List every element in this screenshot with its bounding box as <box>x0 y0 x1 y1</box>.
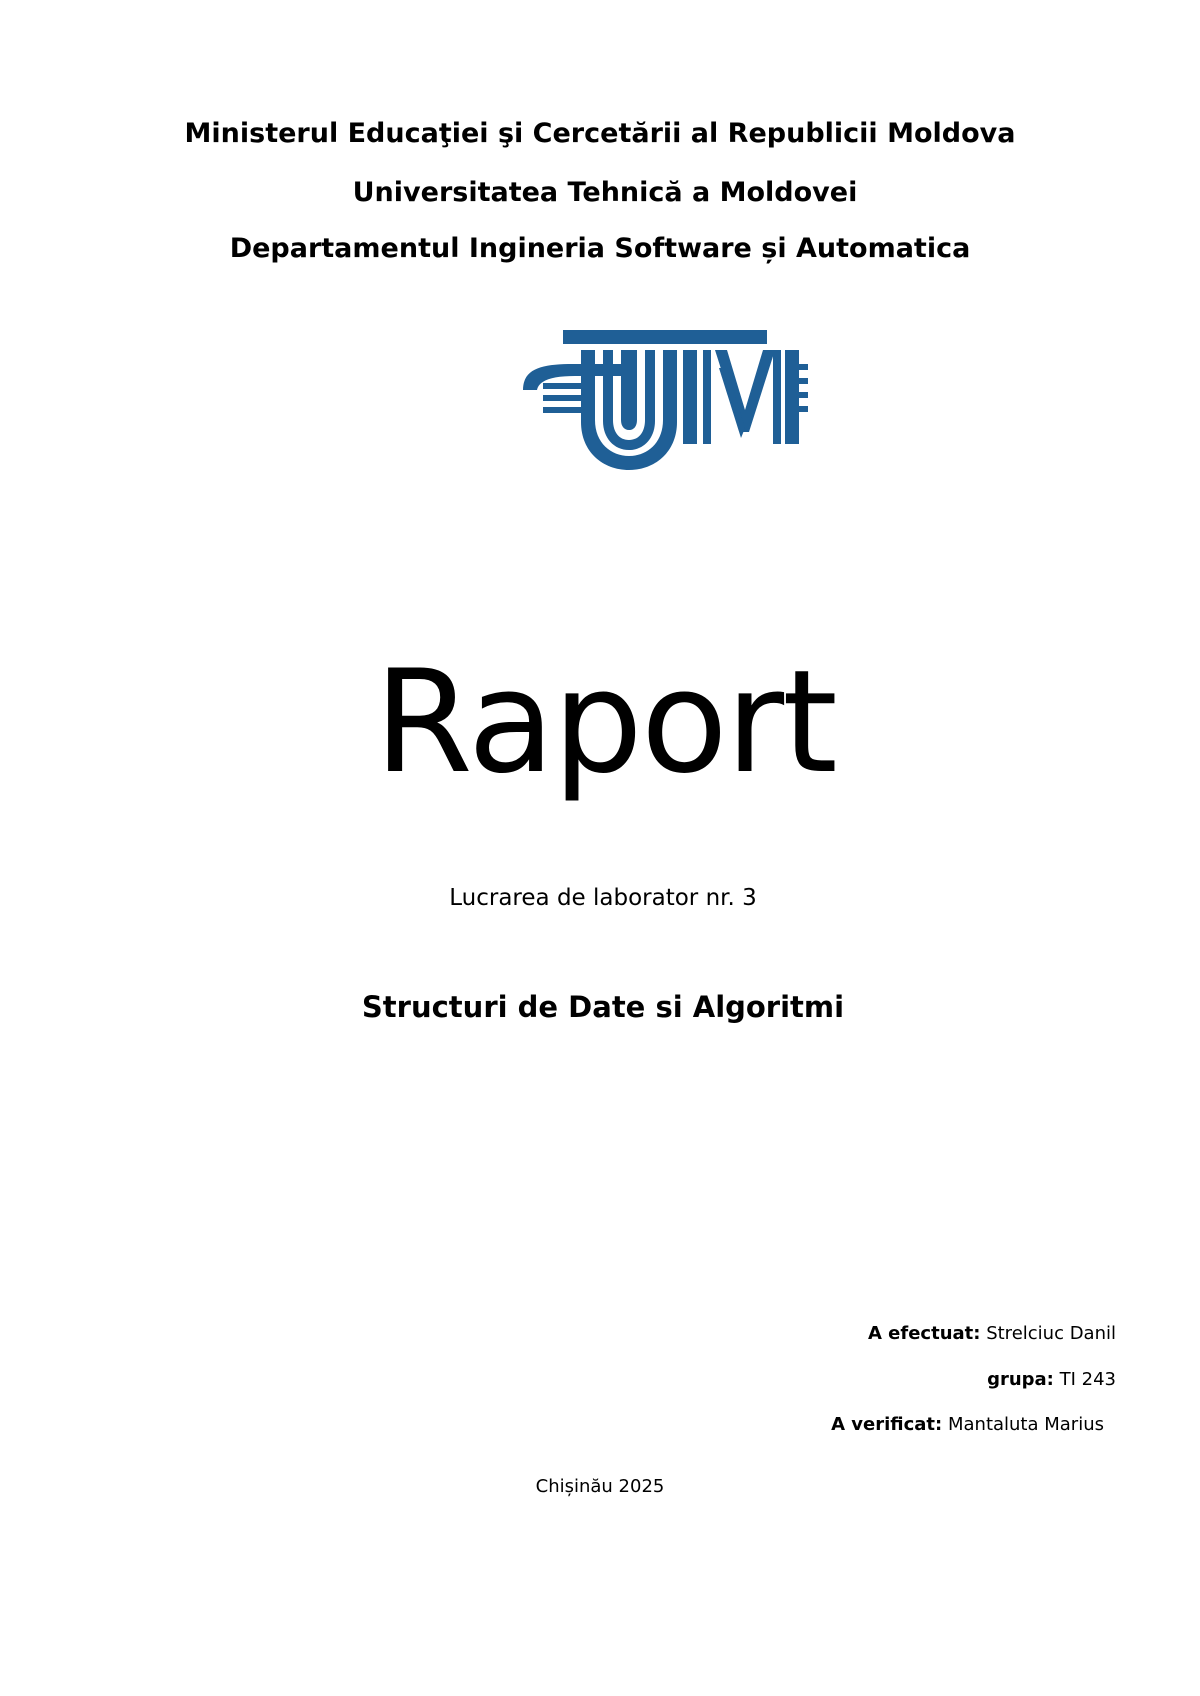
checked-value: Mantaluta Marius <box>947 1414 1104 1435</box>
performed-by <box>868 1323 1116 1344</box>
lab-number: Lucrarea de laborator nr. 3 <box>449 885 757 911</box>
performed-label: A efectuat: <box>867 1323 981 1344</box>
group-info <box>987 1369 1116 1390</box>
group-label: grupa: <box>987 1369 1054 1390</box>
group-value: TI 243 <box>1059 1369 1116 1390</box>
checked-by <box>831 1414 1104 1435</box>
university-heading: Universitatea Tehnică a Moldovei <box>352 177 858 208</box>
performed-value: Strelciuc Danil <box>986 1323 1116 1344</box>
checked-label: A verificat: <box>831 1414 943 1435</box>
ministry-heading: Ministerul Educaţiei şi Cercetării al Republicii Moldova <box>184 118 1016 149</box>
report-title: Raport <box>374 640 836 805</box>
department-heading: Departamentul Ingineria Software și Automatica <box>229 233 971 264</box>
subject-title: Structuri de Date si Algoritmi <box>361 990 845 1024</box>
utm-logo-icon <box>523 328 808 472</box>
place-year: Chișinău 2025 <box>535 1476 665 1497</box>
